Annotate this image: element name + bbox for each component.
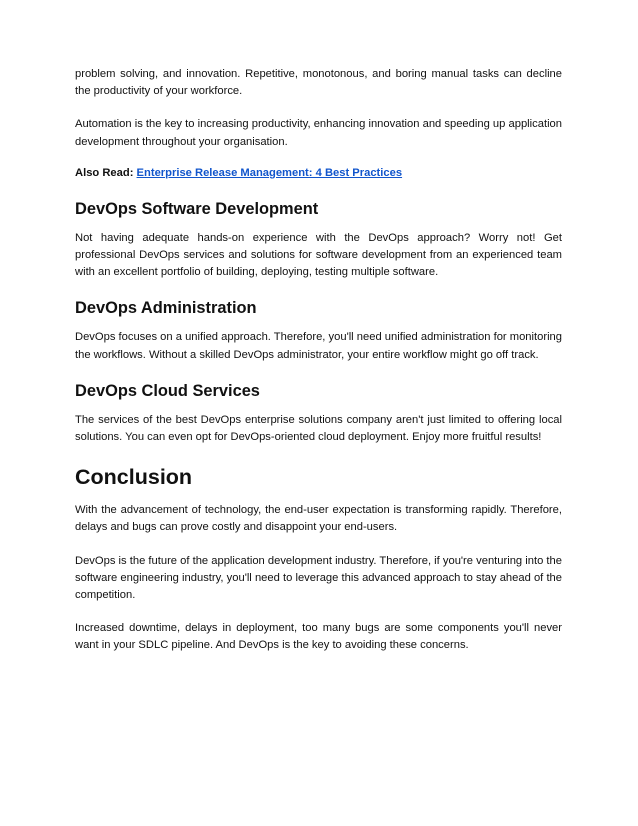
conclusion-paragraph-2: DevOps is the future of the application development industry. Therefore, if you're venturing into the software engineering industry, you'll need to leverage this advanced approach to stay ahead of the competition.: [75, 554, 562, 602]
section-body-software-development: Not having adequate hands-on experience with the DevOps approach? Worry not! Get professional DevOps services and solutions for software development from an experienced team with an excellent portfolio of building, deploying, testing multiple software.: [75, 231, 562, 279]
document-page: [75, 66, 562, 655]
conclusion-paragraph-3: Increased downtime, delays in deployment, too many bugs are some components you'll never want in your SDLC pipeline. And DevOps is the key to avoiding these concerns.: [75, 622, 562, 652]
section-body-cloud-services: The services of the best DevOps enterprise solutions company aren't just limited to offering local solutions. You can even opt for DevOps-oriented cloud deployment. Enjoy more fruitful results!: [75, 413, 562, 444]
conclusion-paragraph-1: With the advancement of technology, the end-user expectation is transforming rapidly. Therefore, delays and bugs can prove costly and disappoint your end-users.: [75, 504, 562, 534]
intro-paragraph-1: problem solving, and innovation. Repetitive, monotonous, and boring manual tasks can decline the productivity of your workforce.: [75, 68, 562, 98]
conclusion-heading: Conclusion: [75, 465, 193, 490]
section-body-administration: DevOps focuses on a unified approach. Therefore, you'll need unified administration for monitoring the workflows. Without a skilled DevOps administrator, your entire workflow might go off track.: [75, 331, 563, 361]
intro-paragraph-2: Automation is the key to increasing productivity, enhancing innovation and speeding up application development throughout your organisation.: [75, 118, 562, 148]
also-read-line: [75, 165, 562, 182]
also-read-link[interactable]: Enterprise Release Management: 4 Best Practices: [136, 166, 403, 179]
also-read-label: Also Read:: [75, 166, 134, 179]
section-heading-software-development: DevOps Software Development: [75, 199, 319, 218]
section-heading-cloud-services: DevOps Cloud Services: [75, 381, 260, 400]
section-heading-administration: DevOps Administration: [75, 299, 257, 318]
